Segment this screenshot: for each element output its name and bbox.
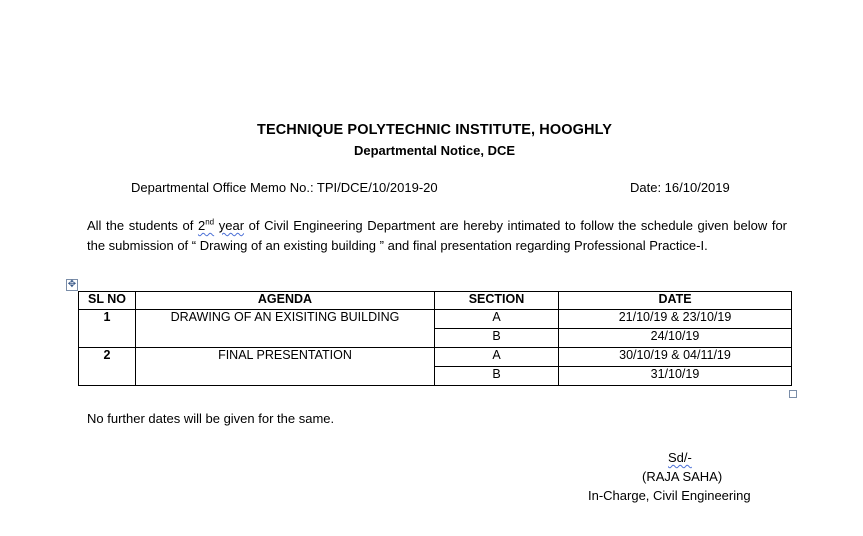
memo-number: Departmental Office Memo No.: TPI/DCE/10/2019-20 xyxy=(131,180,438,195)
body-text-before: All the students of xyxy=(87,218,198,233)
signature-designation: In-Charge, Civil Engineering xyxy=(588,488,751,503)
notice-subtitle: Departmental Notice, DCE xyxy=(353,143,516,158)
date-cell: 31/10/19 xyxy=(559,367,792,386)
header-agenda: AGENDA xyxy=(136,292,435,310)
footer-note: No further dates will be given for the same. xyxy=(87,411,335,426)
signature-sd: Sd/- xyxy=(668,450,692,465)
table-row xyxy=(79,310,792,329)
table-row xyxy=(79,348,792,367)
header-section: SECTION xyxy=(435,292,559,310)
signature-name: (RAJA SAHA) xyxy=(642,469,723,484)
memo-date: Date: 16/10/2019 xyxy=(630,180,730,195)
section-cell: B xyxy=(435,367,559,386)
move-arrows-icon[interactable]: ✥ xyxy=(67,279,77,290)
header-date: DATE xyxy=(559,292,792,310)
schedule-table xyxy=(78,291,792,386)
section-cell: A xyxy=(435,310,559,329)
agenda-cell: DRAWING OF AN EXISITING BUILDING xyxy=(136,310,435,348)
ordinal-number: 2nd xyxy=(197,217,215,233)
table-header-row xyxy=(79,292,792,310)
date-cell: 21/10/19 & 23/10/19 xyxy=(559,310,792,329)
header-sl-no: SL NO xyxy=(79,292,136,310)
resize-square-icon[interactable] xyxy=(789,390,797,398)
agenda-cell: FINAL PRESENTATION xyxy=(136,348,435,386)
section-cell: B xyxy=(435,329,559,348)
ordinal-word: year xyxy=(218,218,245,233)
body-text-after: of Civil Engineering Department are hereby intimated to follow the schedule given below for the submission of “ Drawing of an existing building ” and final presentation regarding Professional Practice-I. xyxy=(87,218,787,253)
notice-body xyxy=(87,216,787,255)
institute-title: TECHNIQUE POLYTECHNIC INSTITUTE, HOOGHLY xyxy=(257,122,612,138)
ordinal-suffix: nd xyxy=(205,217,215,227)
date-cell: 24/10/19 xyxy=(559,329,792,348)
section-cell: A xyxy=(435,348,559,367)
sl-no-cell: 1 xyxy=(79,310,136,348)
sl-no-cell: 2 xyxy=(79,348,136,386)
date-cell: 30/10/19 & 04/11/19 xyxy=(559,348,792,367)
